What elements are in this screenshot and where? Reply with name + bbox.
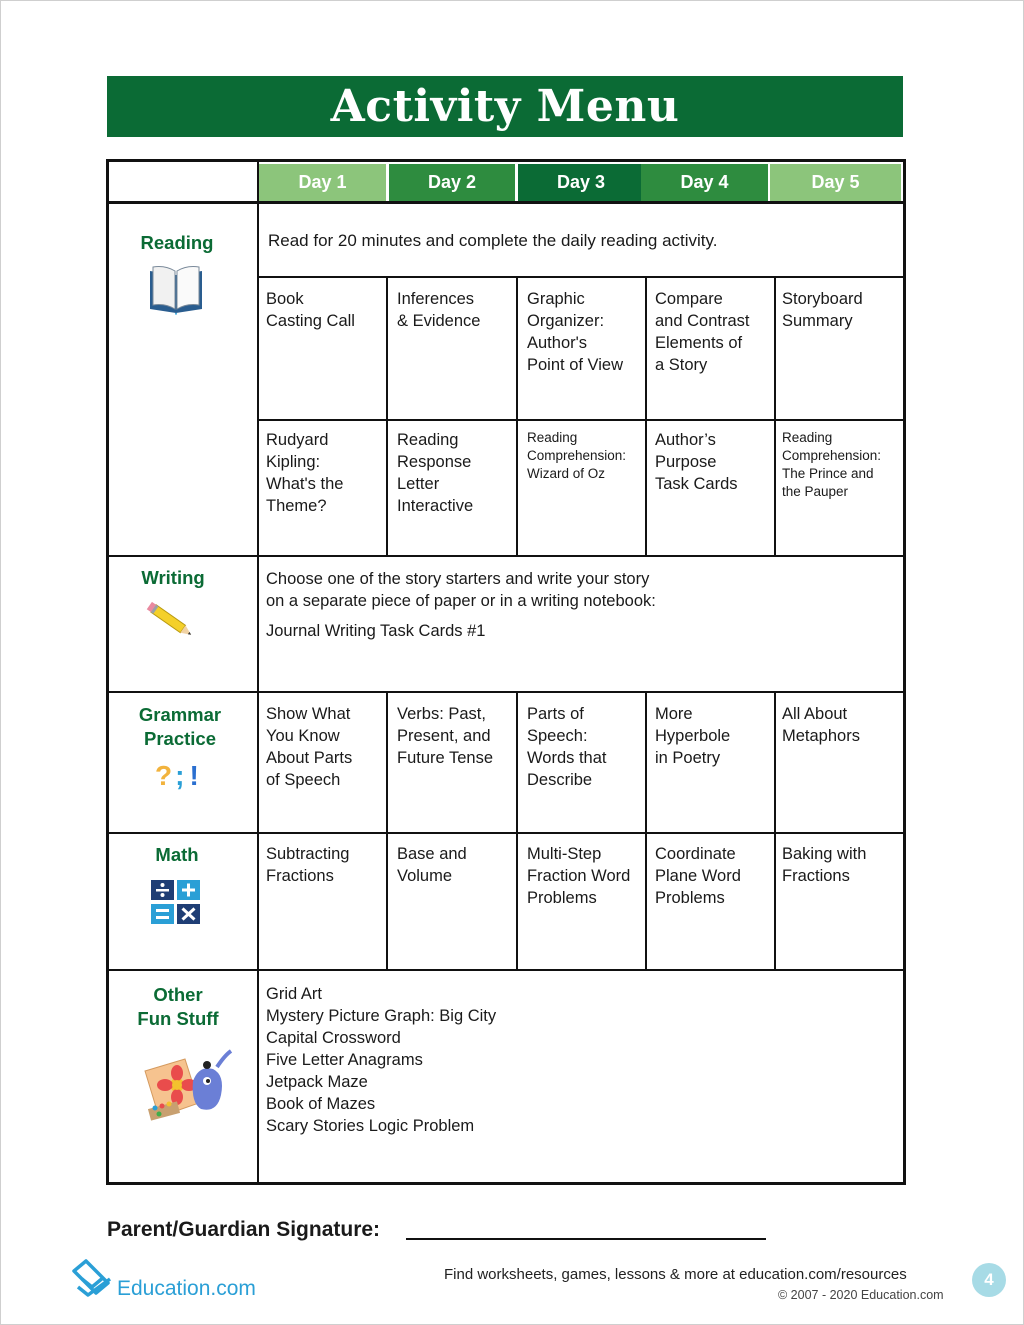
grid-line [774, 693, 776, 969]
signature-line[interactable] [406, 1238, 766, 1240]
day-1-header: Day 1 [259, 164, 386, 201]
reading-day-1-activity-2: Rudyard Kipling: What's the Theme? [266, 431, 344, 515]
grid-line [259, 419, 903, 421]
writing-label: Writing [141, 567, 205, 588]
day-4-header: Day 4 [641, 164, 768, 201]
grammar-day-1-activity: Show What You Know About Parts of Speech [266, 705, 353, 789]
math-day-1-activity: Subtracting Fractions [266, 845, 350, 885]
math-day-3-activity: Multi-Step Fraction Word Problems [527, 845, 631, 907]
punctuation-icon: ? ; ! [155, 760, 199, 791]
grid-line [645, 693, 647, 969]
page-number: 4 [972, 1263, 1006, 1297]
education-com-logo-icon [70, 1257, 114, 1299]
writing-instruction: Choose one of the story starters and write your story on a separate piece of paper or in a writing notebook: [266, 570, 656, 610]
grid-line [386, 693, 388, 969]
list-item: Five Letter Anagrams [266, 1051, 423, 1069]
grid-line [109, 832, 903, 834]
math-day-4-activity: Coordinate Plane Word Problems [655, 845, 741, 907]
math-day-2-activity: Base and Volume [397, 845, 467, 885]
other-activities-list [266, 983, 496, 1137]
list-item: Scary Stories Logic Problem [266, 1117, 475, 1135]
list-item: Mystery Picture Graph: Big City [266, 1007, 497, 1025]
math-operators-icon [151, 880, 201, 925]
reading-day-5-activity-2: Reading Comprehension: The Prince and the Pauper [782, 430, 882, 499]
list-item: Book of Mazes [266, 1095, 376, 1113]
math-day-5-activity: Baking with Fractions [782, 845, 867, 885]
grammar-label: Grammar Practice [138, 704, 222, 749]
education-com-brand: Education.com [117, 1277, 256, 1300]
list-item: Jetpack Maze [266, 1073, 368, 1091]
footer-tagline: Find worksheets, games, lessons & more at education.com/resources [444, 1266, 907, 1283]
signature-label: Parent/Guardian Signature: [107, 1218, 381, 1241]
grammar-day-2-activity: Verbs: Past, Present, and Future Tense [397, 705, 494, 767]
grid-line [257, 162, 259, 1182]
grid-line [386, 278, 388, 555]
grammar-day-5-activity: All About Metaphors [782, 705, 860, 745]
pencil-icon [143, 600, 201, 644]
grid-line [109, 691, 903, 693]
page-title: Activity Menu [107, 76, 903, 137]
grid-line [109, 969, 903, 971]
reading-day-3-activity-2: Reading Comprehension: Wizard of Oz [527, 430, 627, 481]
day-2-header: Day 2 [389, 164, 515, 201]
other-fun-stuff-label: Other Fun Stuff [137, 984, 219, 1029]
reading-day-2-activity: Inferences & Evidence [397, 290, 481, 330]
reading-day-5-activity: Storyboard Summary [782, 290, 863, 330]
grid-line [259, 276, 903, 278]
open-book-icon [147, 263, 205, 315]
grammar-day-3-activity: Parts of Speech: Words that Describe [527, 705, 607, 789]
day-5-header: Day 5 [770, 164, 901, 201]
grammar-day-4-activity: More Hyperbole in Poetry [655, 705, 731, 767]
list-item: Grid Art [266, 985, 322, 1003]
grid-line [109, 201, 903, 204]
list-item: Capital Crossword [266, 1029, 401, 1047]
reading-day-4-activity-2: Author’s Purpose Task Cards [655, 431, 738, 493]
reading-instruction: Read for 20 minutes and complete the daily reading activity. [268, 231, 718, 250]
grid-line [645, 278, 647, 555]
day-3-header: Day 3 [518, 164, 644, 201]
reading-day-2-activity-2: Reading Response Letter Interactive [397, 431, 474, 515]
grid-line [774, 278, 776, 555]
reading-day-3-activity: Graphic Organizer: Author's Point of View [527, 290, 624, 374]
reading-day-4-activity: Compare and Contrast Elements of a Story [655, 290, 750, 374]
grid-line [516, 278, 518, 555]
footer-copyright: © 2007 - 2020 Education.com [778, 1288, 944, 1302]
grid-line [516, 693, 518, 969]
writing-activity: Journal Writing Task Cards #1 [266, 622, 486, 640]
grid-line [109, 555, 903, 557]
math-label: Math [155, 844, 199, 865]
reading-day-1-activity: Book Casting Call [266, 290, 355, 330]
art-supplies-icon [141, 1045, 233, 1127]
reading-label: Reading [140, 232, 214, 253]
